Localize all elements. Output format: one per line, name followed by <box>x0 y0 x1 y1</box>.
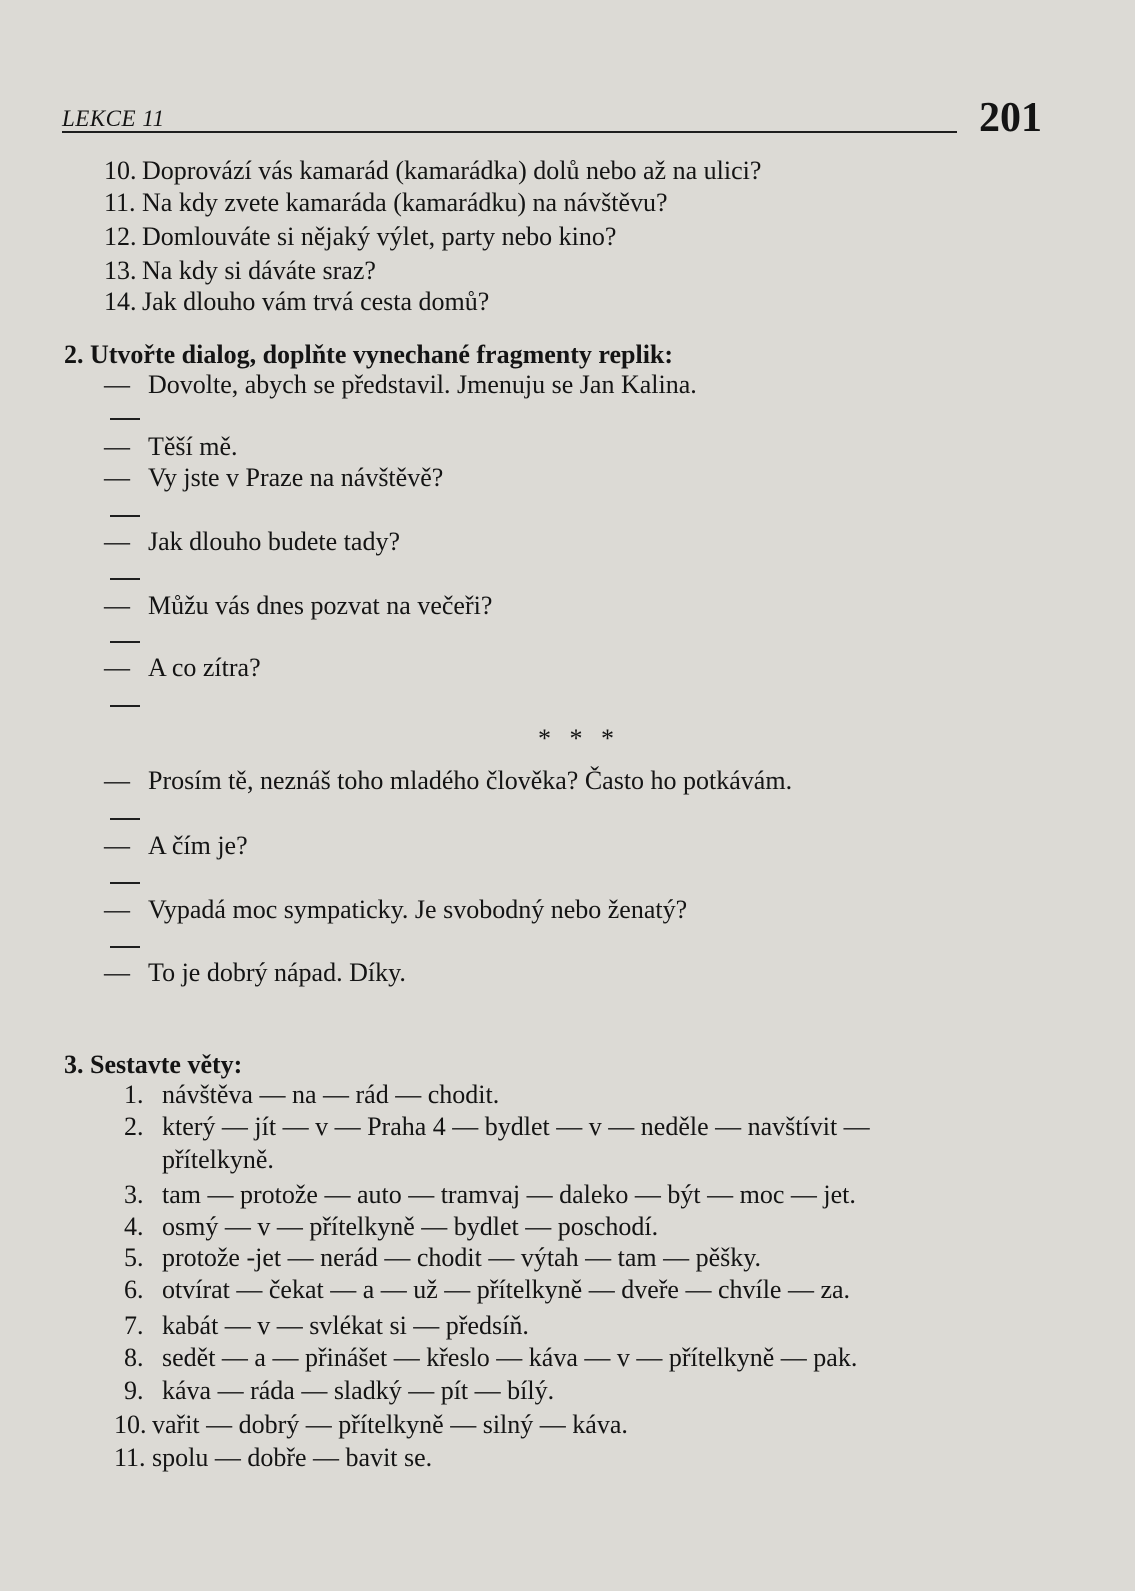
question-item: 12. Domlouváte si nějaký výlet, party nebo kino? <box>104 222 617 251</box>
sentence-item: 8. sedět — a — přinášet — křeslo — káva — v — přítelkyně — pak. <box>124 1343 858 1372</box>
dialog-line: — To je dobrý nápad. Díky. <box>104 958 406 987</box>
dialog-line: — A co zítra? <box>104 653 261 682</box>
sentence-item: 3. tam — protože — auto — tramvaj — daleko — být — moc — jet. <box>124 1180 856 1209</box>
page-header <box>62 95 1042 141</box>
dialog-blank <box>110 882 140 884</box>
sentence-item: 2. který — jít — v — Praha 4 — bydlet — v — neděle — navštívit — <box>124 1112 870 1141</box>
dialog-line: — Vy jste v Praze na návštěvě? <box>104 463 444 492</box>
exercise-2-heading: 2. Utvořte dialog, doplňte vynechané fragmenty replik: <box>64 340 674 369</box>
dialog-line: — Dovolte, abych se představil. Jmenuju se Jan Kalina. <box>104 370 697 399</box>
section-separator: * * * <box>538 724 620 753</box>
dialog-line: — A čím je? <box>104 831 248 860</box>
question-item: 10. Doprovází vás kamarád (kamarádka) dolů nebo až na ulici? <box>104 156 762 185</box>
dialog-line: — Těší mě. <box>104 432 238 461</box>
lesson-title: LEKCE 11 <box>62 106 165 131</box>
sentence-item-continuation: přítelkyně. <box>162 1145 274 1174</box>
question-item: 14. Jak dlouho vám trvá cesta domů? <box>104 287 490 316</box>
dialog-blank <box>110 705 140 707</box>
dialog-blank <box>110 515 140 517</box>
sentence-item: 10. vařit — dobrý — přítelkyně — silný — káva. <box>114 1410 628 1439</box>
dialog-blank <box>110 418 140 420</box>
dialog-blank <box>110 641 140 643</box>
sentence-item: 7. kabát — v — svlékat si — předsíň. <box>124 1311 529 1340</box>
dialog-line: — Jak dlouho budete tady? <box>104 527 400 556</box>
sentence-item: 11. spolu — dobře — bavit se. <box>114 1443 433 1472</box>
exercise-3-heading: 3. Sestavte věty: <box>64 1050 243 1079</box>
dialog-blank <box>110 818 140 820</box>
question-item: 13. Na kdy si dáváte sraz? <box>104 256 376 285</box>
dialog-line: — Vypadá moc sympaticky. Je svobodný nebo ženatý? <box>104 895 688 924</box>
dialog-line: — Můžu vás dnes pozvat na večeři? <box>104 591 493 620</box>
sentence-item: 5. protože -jet — nerád — chodit — výtah — tam — pěšky. <box>124 1243 762 1272</box>
sentence-item: 4. osmý — v — přítelkyně — bydlet — poschodí. <box>124 1212 659 1241</box>
header-rule <box>62 131 957 133</box>
sentence-item: 1. návštěva — na — rád — chodit. <box>124 1080 500 1109</box>
page-number: 201 <box>979 95 1042 141</box>
dialog-line: — Prosím tě, neznáš toho mladého člověka? Často ho potkávám. <box>104 766 793 795</box>
sentence-item: 6. otvírat — čekat — a — už — přítelkyně — dveře — chvíle — za. <box>124 1275 851 1304</box>
question-item: 11. Na kdy zvete kamaráda (kamarádku) na návštěvu? <box>104 188 668 217</box>
dialog-blank <box>110 578 140 580</box>
dialog-blank <box>110 946 140 948</box>
sentence-item: 9. káva — ráda — sladký — pít — bílý. <box>124 1376 555 1405</box>
